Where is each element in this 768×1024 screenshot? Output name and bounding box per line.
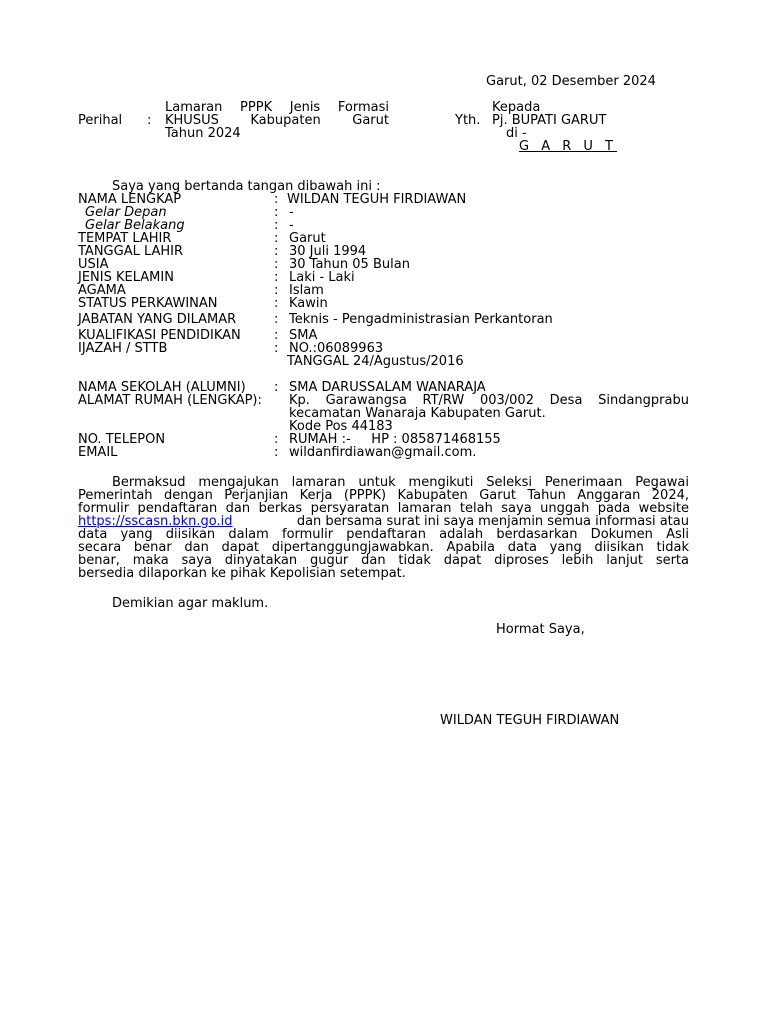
perihal-colon: : (147, 113, 152, 128)
field-colon: : (274, 432, 279, 447)
field-label-tempat-lahir: TEMPAT LAHIR (78, 231, 172, 246)
field-colon: : (274, 296, 279, 311)
body-line-6: secara benar dan dapat dipertanggungjawabkan. Apabila data yang diisikan tidak (78, 540, 689, 555)
field-colon: : (274, 380, 279, 395)
field-value-jabatan: Teknis - Pengadministrasian Perkantoran (289, 312, 553, 327)
perihal-word: PPPK (240, 100, 273, 115)
field-value-ijazah-tanggal: TANGGAL 24/Agustus/2016 (287, 354, 464, 369)
field-value-gelar-belakang: - (289, 218, 294, 233)
field-value-ijazah-no: NO.:06089963 (289, 341, 384, 356)
field-label-jenis-kelamin: JENIS KELAMIN (78, 270, 174, 285)
field-label-tanggal-lahir: TANGGAL LAHIR (78, 244, 184, 259)
field-value-telepon: RUMAH :- HP : 085871468155 (289, 432, 501, 447)
letter-date: Garut, 02 Desember 2024 (486, 74, 656, 89)
field-value-alamat-line-3: Kode Pos 44183 (289, 419, 393, 434)
body-line-2: Pemerintah dengan Perjanjian Kerja (PPPK) Kabupaten Garut Tahun Anggaran 2024, (78, 488, 689, 503)
field-label-gelar-depan: Gelar Depan (85, 205, 167, 220)
field-value-jenis-kelamin: Laki - Laki (289, 270, 355, 285)
field-colon: : (274, 205, 279, 220)
field-colon: : (274, 231, 279, 246)
field-label-jabatan: JABATAN YANG DILAMAR (78, 312, 237, 327)
field-value-agama: Islam (289, 283, 324, 298)
field-label-usia: USIA (78, 257, 109, 272)
field-label-alamat: ALAMAT RUMAH (LENGKAP): (78, 393, 262, 408)
field-value-kualifikasi: SMA (289, 328, 318, 343)
field-colon: : (274, 328, 279, 343)
field-label-nama: NAMA LENGKAP (78, 192, 182, 207)
field-value-status-perkawinan: Kawin (289, 296, 328, 311)
perihal-word: Formasi (337, 100, 389, 115)
field-colon: : (274, 257, 279, 272)
field-value-nama: WILDAN TEGUH FIRDIAWAN (287, 192, 467, 207)
field-colon: : (274, 445, 279, 460)
recipient-di: di - (506, 126, 527, 141)
field-colon: : (274, 312, 279, 327)
perihal-word: KHUSUS (165, 113, 219, 128)
body-line-4-rest: dan bersama surat ini saya menjamin semua informasi atau (296, 514, 689, 529)
alamat-word: Sindangprabu (598, 393, 689, 408)
signature-name: WILDAN TEGUH FIRDIAWAN (440, 713, 620, 728)
field-value-alamat-line-2: kecamatan Wanaraja Kabupaten Garut. (289, 406, 546, 421)
field-colon: : (274, 192, 279, 207)
recipient-kepada: Kepada (492, 100, 541, 115)
perihal-word: Kabupaten (250, 113, 321, 128)
hormat-text: Hormat Saya, (496, 622, 585, 637)
alamat-word: 003/002 (479, 393, 534, 408)
perihal-label: Perihal (78, 113, 123, 128)
field-label-nama-sekolah: NAMA SEKOLAH (ALUMNI) (78, 380, 246, 395)
field-label-agama: AGAMA (78, 283, 126, 298)
perihal-word: Jenis (289, 100, 321, 115)
website-link[interactable]: https://sscasn.bkn.go.id (78, 514, 233, 529)
field-value-tanggal-lahir: 30 Juli 1994 (289, 244, 367, 259)
field-label-ijazah: IJAZAH / STTB (78, 341, 168, 356)
field-label-kualifikasi: KUALIFIKASI PENDIDIKAN (78, 328, 241, 343)
field-colon: : (274, 244, 279, 259)
recipient-city: G A R U T (519, 139, 617, 154)
field-colon: : (274, 218, 279, 233)
field-value-email: wildanfirdiawan@gmail.com. (289, 445, 477, 460)
field-label-email: EMAIL (78, 445, 118, 460)
field-colon: : (274, 270, 279, 285)
perihal-line-3: Tahun 2024 (165, 126, 241, 141)
intro-text: Saya yang bertanda tangan dibawah ini : (112, 179, 381, 194)
alamat-word: RT/RW (422, 393, 465, 408)
recipient-name: Pj. BUPATI GARUT (492, 113, 607, 128)
field-label-status-perkawinan: STATUS PERKAWINAN (78, 296, 218, 311)
perihal-word: Lamaran (165, 100, 223, 115)
alamat-word: Kp. (289, 393, 310, 408)
field-value-usia: 30 Tahun 05 Bulan (289, 257, 410, 272)
body-line-7: benar, maka saya dinyatakan gugur dan tidak dapat diproses lebih lanjut serta (78, 553, 689, 568)
field-colon: : (274, 341, 279, 356)
alamat-word: Desa (549, 393, 583, 408)
body-line-3: formulir pendaftaran dan berkas persyaratan lamaran telah saya unggah pada website (78, 501, 689, 516)
body-line-5: data yang diisikan dalam formulir pendaftaran adalah berdasarkan Dokumen Asli (78, 527, 689, 542)
body-line-8: bersedia dilaporkan ke pihak Kepolisian setempat. (78, 566, 406, 581)
field-label-gelar-belakang: Gelar Belakang (85, 218, 185, 233)
field-value-nama-sekolah: SMA DARUSSALAM WANARAJA (289, 380, 486, 395)
alamat-word: Garawangsa (325, 393, 407, 408)
closing-text: Demikian agar maklum. (112, 596, 269, 611)
recipient-yth: Yth. (455, 113, 481, 128)
body-line-1: Bermaksud mengajukan lamaran untuk mengikuti Seleksi Penerimaan Pegawai (112, 475, 689, 490)
field-label-telepon: NO. TELEPON (78, 432, 166, 447)
field-colon: : (274, 283, 279, 298)
perihal-word: Garut (352, 113, 389, 128)
field-value-tempat-lahir: Garut (289, 231, 326, 246)
field-value-gelar-depan: - (289, 205, 294, 220)
